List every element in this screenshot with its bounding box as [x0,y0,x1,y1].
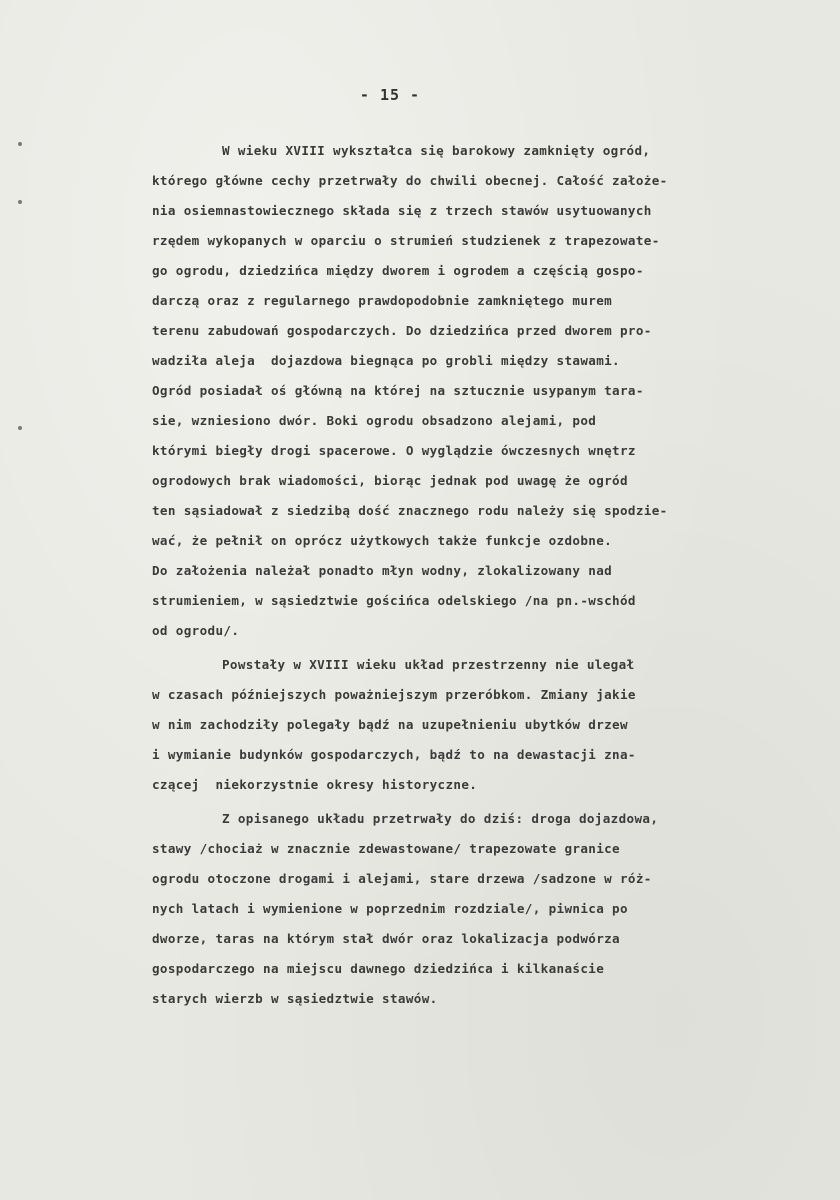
paragraph [152,650,812,800]
margin-mark [18,426,22,430]
text-line: darczą oraz z regularnego prawdopodobnie zamkniętego murem [152,293,613,308]
text-line: starych wierzb w sąsiedztwie stawów. [152,991,438,1006]
text-line: Do założenia należał ponadto młyn wodny, zlokalizowany nad [152,563,613,578]
text-line: którymi biegły drogi spacerowe. O wyglądzie ówczesnych wnętrz [152,443,636,458]
margin-mark [18,142,22,146]
text-line: Ogród posiadał oś główną na której na sztucznie usypanym tara- [152,383,644,398]
text-line: czącej niekorzystnie okresy historyczne. [152,777,478,792]
text-line: wadziła aleja dojazdowa biegnąca po grobli między stawami. [152,353,620,368]
text-line: dworze, taras na którym stał dwór oraz lokalizacja podwórza [152,931,620,946]
text-line: ogrodowych brak wiadomości, biorąc jednak pod uwagę że ogród [152,473,628,488]
text-line: Z opisanego układu przetrwały do dziś: droga dojazdowa, [222,811,659,826]
page-number: - 15 - [359,86,421,104]
text-line: którego główne cechy przetrwały do chwili obecnej. Całość założe- [152,173,668,188]
text-line: w czasach późniejszych poważniejszym przeróbkom. Zmiany jakie [152,687,636,702]
text-line: stawy /chociaż w znacznie zdewastowane/ trapezowate granice [152,841,620,856]
text-line: wać, że pełnił on oprócz użytkowych także funkcje ozdobne. [152,533,613,548]
body-text [152,136,812,1014]
text-line: ogrodu otoczone drogami i alejami, stare drzewa /sadzone w róż- [152,871,652,886]
text-line: nych latach i wymienione w poprzednim rozdziale/, piwnica po [152,901,628,916]
paragraph [152,804,812,1014]
margin-mark [18,200,22,204]
text-line: gospodarczego na miejscu dawnego dziedzińca i kilkanaście [152,961,605,976]
text-line: go ogrodu, dziedzińca między dworem i ogrodem a częścią gospo- [152,263,644,278]
text-line: od ogrodu/. [152,623,240,638]
text-line: terenu zabudowań gospodarczych. Do dziedzińca przed dworem pro- [152,323,652,338]
text-line: sie, wzniesiono dwór. Boki ogrodu obsadzono alejami, pod [152,413,597,428]
text-line: nia osiemnastowiecznego składa się z trzech stawów usytuowanych [152,203,652,218]
text-line: strumieniem, w sąsiedztwie gościńca odelskiego /na pn.-wschód [152,593,636,608]
text-line: W wieku XVIII wykształca się barokowy zamknięty ogród, [222,143,651,158]
text-line: w nim zachodziły polegały bądź na uzupełnieniu ubytków drzew [152,717,628,732]
text-line: ten sąsiadował z siedzibą dość znacznego rodu należy się spodzie- [152,503,668,518]
text-line: Powstały w XVIII wieku układ przestrzenny nie ulegał [222,657,635,672]
text-line: i wymianie budynków gospodarczych, bądź to na dewastacji zna- [152,747,636,762]
text-line: rzędem wykopanych w oparciu o strumień studzienek z trapezowate- [152,233,660,248]
paragraph [152,136,812,646]
